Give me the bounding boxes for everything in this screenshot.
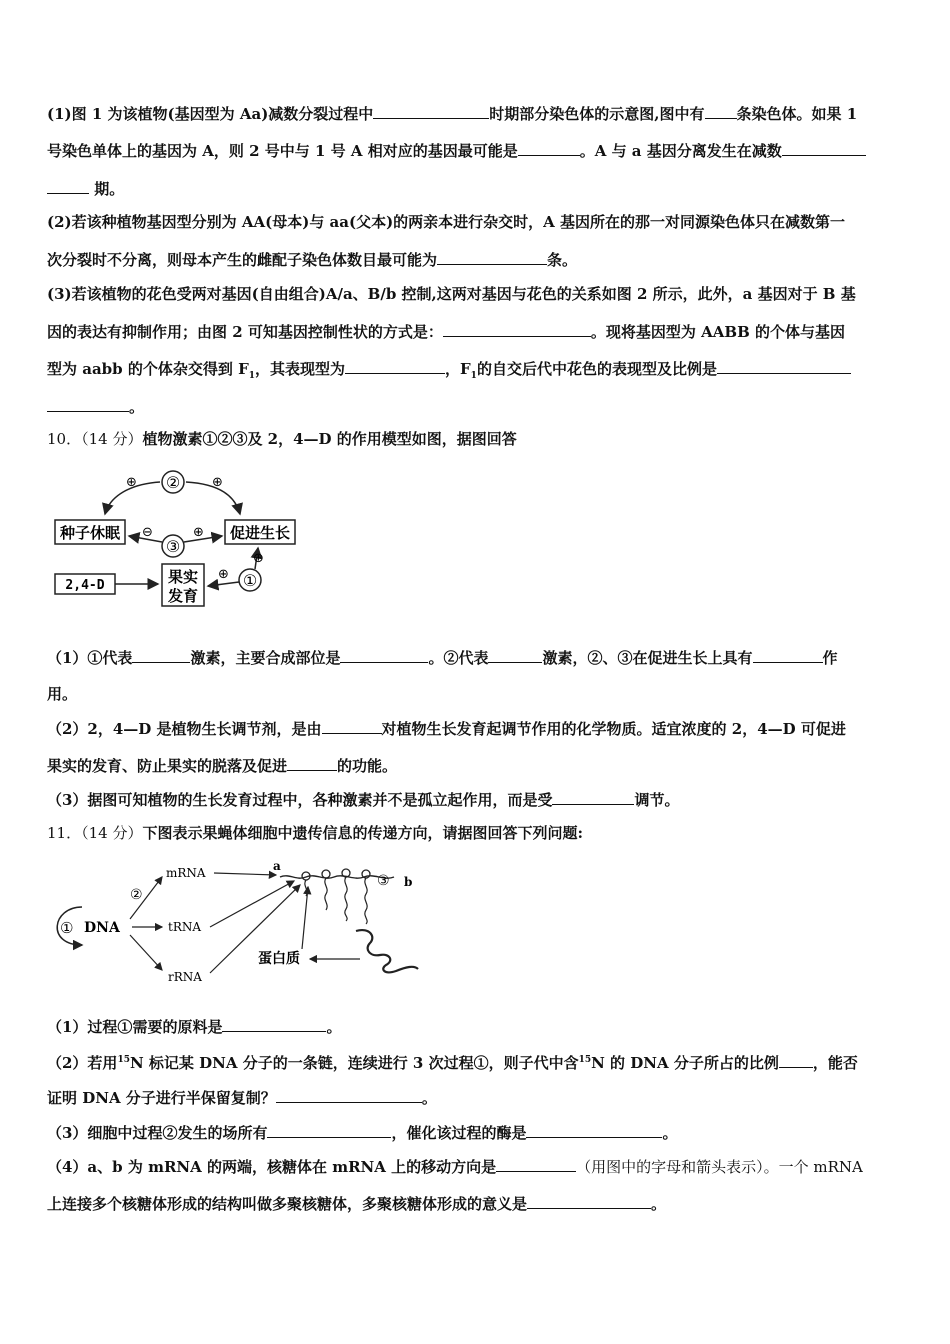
plus-sign: ⊕ [212,475,223,490]
trna-label: tRNA [168,920,202,934]
q10-s2-text-a: （2）2，4—D 是植物生长调节剂，是由 [47,720,322,738]
hormone-1-label: ① [242,571,258,590]
q10-s3-line1 [47,789,905,810]
q11-s4-text-c: 上连接多个核糖体形成的结构叫做多聚核糖体，多聚核糖体形成的意义是 [47,1195,528,1213]
answer-blank[interactable] [782,140,866,156]
q10-s1-text-a: （1）①代表 [47,649,133,667]
rrna-label: rRNA [168,970,202,984]
q10-s1-text-d: 激素，②、③在促进生长上具有 [542,649,753,667]
polypeptide-chain [325,878,327,910]
promote-growth-label: 促进生长 [229,524,291,542]
q10-s2-line1 [47,718,905,739]
q9-p3-text-c: 。现将基因型为 AABB 的个体与基因 [590,323,845,341]
q11-s4-line2 [47,1193,905,1214]
hormone-diagram [50,466,310,612]
d24-label: 2,4-D [65,578,105,593]
q10-s1-text-e: 作 [822,649,838,667]
q9-p1-line2 [47,140,905,161]
process-1-label: ① [60,919,74,937]
q9-p3-text-f: ，F [445,360,471,378]
answer-blank[interactable] [753,647,823,663]
mrna-end-a-label: a [273,859,281,873]
q9-p3-text-b: 因的表达有抑制作用；由图 2 可知基因控制性状的方式是： [47,323,443,341]
plus-sign: ⊕ [218,567,229,582]
answer-blank[interactable] [526,1122,662,1138]
q11-s2-text-f: 。 [421,1089,437,1107]
q9-p1-text-c: 条染色体。如果 1 [736,105,858,123]
answer-blank[interactable] [267,1122,391,1138]
protein-label: 蛋白质 [258,951,300,967]
q9-p3-line1 [47,284,905,304]
answer-blank[interactable] [373,103,489,119]
q11-s4-text-d: 。 [651,1195,667,1213]
q11-s3-text-c: 。 [662,1124,678,1142]
ribosome [322,870,330,878]
q9-p1-line1 [47,103,905,124]
q10-s2-text-d: 的功能。 [337,757,398,775]
q11-s2-text-e: 证明 DNA 分子进行半保留复制？ [47,1089,276,1107]
answer-blank[interactable] [488,647,542,663]
q9-p3-text-e: ，其表现型为 [255,360,346,378]
answer-blank[interactable] [518,140,580,156]
q11-s3-line1 [47,1122,905,1143]
q9-p2-text-c: 条。 [547,251,578,269]
q11-s1-text-b: 。 [326,1018,342,1036]
q9-p3-text-g: 的自交后代中花色的表现型及比例是 [476,360,717,378]
fruit-development-label-1: 果实 [167,568,199,586]
superscript: 15 [117,1055,130,1065]
q9-p1-text-d: 号染色单体上的基因为 A，则 2 号中与 1 号 A 相对应的基因最可能是 [47,142,518,160]
q10-s2-text-c: 果实的发育、防止果实的脱落及促进 [47,757,288,775]
q11-s2-text-c: N 的 DNA 分子所占的比例 [591,1054,779,1072]
answer-blank[interactable] [47,178,89,194]
q11-s4-text-a: （4）a、b 为 mRNA 的两端，核糖体在 mRNA 上的移动方向是 [47,1158,497,1176]
q9-p3-line3 [47,358,905,386]
q9-p3-text-a: (3)若该植物的花色受两对基因(自由组合)A/a、B/b 控制,这两对基因与花色的关系如图 2 所示，此外，a 基因对于 B 基 [47,285,856,303]
q9-p3-text-h: 。 [129,398,145,416]
answer-blank[interactable] [222,1016,326,1032]
answer-blank[interactable] [496,1156,576,1172]
minus-sign: ⊖ [142,525,153,540]
q10-heading [47,429,905,449]
answer-blank[interactable] [276,1087,422,1103]
q9-p1-line3 [47,178,905,199]
protein-chain [356,930,418,972]
q9-p1-text-e: 。A 与 a 基因分离发生在减数 [579,142,782,160]
q11-s1-text-a: （1）过程①需要的原料是 [47,1018,223,1036]
polypeptide-chain [365,878,367,924]
arrow-mrna-to-ribosome [214,873,276,875]
q9-p2-line1 [47,212,905,232]
dna-label: DNA [84,920,120,936]
superscript: 15 [578,1055,592,1065]
hormone-3-label: ③ [165,537,181,556]
answer-blank[interactable] [47,396,129,412]
plus-sign: ⊕ [253,551,264,566]
process-2-label: ② [130,887,143,903]
q10-s1-text-c: 。②代表 [428,649,489,667]
hormone-2-label: ② [165,473,181,492]
answer-blank[interactable] [287,755,337,771]
q9-p1-text-f: 期。 [94,180,125,198]
q10-s3-text-b: 调节。 [634,791,680,809]
q9-p3-text-d: 型为 aabb 的个体杂交得到 F [47,360,249,378]
q10-s1-line1 [47,647,905,668]
arrow-protein-to-ribosome [302,887,308,949]
seed-dormancy-label: 种子休眠 [59,524,121,542]
q11-s2-text-d: ，能否 [812,1054,858,1072]
answer-blank[interactable] [705,103,737,119]
question-score: （14 分） [81,824,143,842]
answer-blank[interactable] [132,647,190,663]
question-score: （14 分） [81,430,143,448]
q9-p2-text-b: 次分裂时不分离，则母本产生的雌配子染色体数目最可能为 [47,251,438,269]
q10-s1-text-f: 用。 [47,685,78,703]
question-number: 11． [47,824,82,842]
q10-s3-text-a: （3）据图可知植物的生长发育过程中，各种激素并不是孤立起作用，而是受 [47,791,553,809]
q10-s2-text-b: 对植物生长发育起调节作用的化学物质。适宜浓度的 2，4—D 可促进 [381,720,846,738]
answer-blank[interactable] [717,358,851,374]
q10-s1-line2 [47,684,905,704]
answer-blank[interactable] [340,647,428,663]
gene-expression-diagram [44,855,434,995]
q11-heading [47,823,905,843]
answer-blank[interactable] [527,1193,651,1209]
q11-s1-line1 [47,1016,905,1037]
q9-p3-line4 [47,396,905,417]
q9-p1-text-a: (1)图 1 为该植物(基因型为 Aa)减数分裂过程中 [47,105,374,123]
q11-s3-text-b: ，催化该过程的酶是 [391,1124,527,1142]
q11-s2-text-a: （2）若用 [47,1054,118,1072]
q11-s4-text-b: （用图中的字母和箭头表示）。一个 mRNA [576,1158,863,1176]
process-3-label: ③ [377,873,390,889]
answer-blank[interactable] [779,1052,813,1068]
q11-s2-line1 [47,1050,905,1073]
polypeptide-chain [305,880,307,896]
answer-blank[interactable] [345,358,445,374]
mrna-end-b-label: b [404,875,413,889]
q11-s2-line2 [47,1087,905,1108]
subscript: 1 [470,371,477,381]
answer-blank[interactable] [443,321,591,337]
question-title: 植物激素①②③及 2，4—D 的作用模型如图，据图回答 [142,430,517,448]
fruit-development-label-2: 发育 [167,587,199,605]
arrow-dna-to-rrna [130,935,162,970]
q11-s3-text-a: （3）细胞中过程②发生的场所有 [47,1124,268,1142]
answer-blank[interactable] [322,718,382,734]
question-number: 10． [47,430,82,448]
mrna-label: mRNA [166,866,206,880]
q11-s4-line1 [47,1156,905,1177]
q9-p2-line2 [47,249,905,270]
plus-sign: ⊕ [193,525,204,540]
subscript: 1 [248,371,255,381]
q11-s2-text-b: N 标记某 DNA 分子的一条链，连续进行 3 次过程①，则子代中含 [129,1054,579,1072]
q9-p1-text-b: 时期部分染色体的示意图,图中有 [489,105,705,123]
answer-blank[interactable] [552,789,634,805]
arrow-1-to-fruit [208,582,239,586]
q9-p3-line2 [47,321,905,342]
q9-p2-text-a: (2)若该种植物基因型分别为 AA(母本)与 aa(父本)的两亲本进行杂交时，A 基因所在的那一对同源染色体只在减数第一 [47,213,846,231]
plus-sign: ⊕ [126,475,137,490]
polypeptide-chain [345,877,347,921]
q10-s1-text-b: 激素，主要合成部位是 [190,649,341,667]
answer-blank[interactable] [437,249,547,265]
q10-s2-line2 [47,755,905,776]
question-title: 下图表示果蝇体细胞中遗传信息的传递方向，请据图回答下列问题: [142,824,583,842]
